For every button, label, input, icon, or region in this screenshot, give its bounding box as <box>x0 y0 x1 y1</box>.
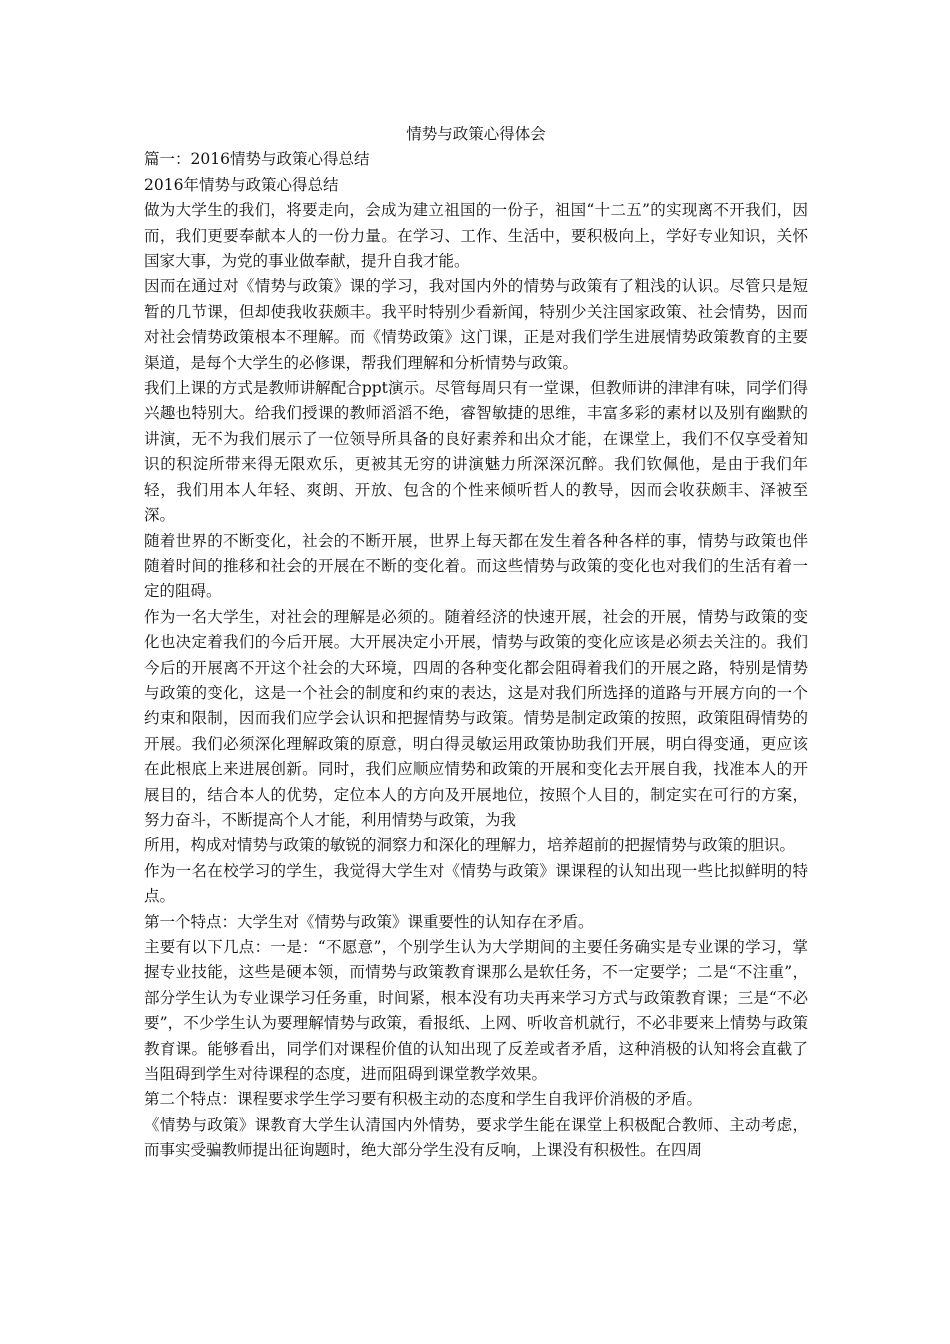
body-paragraph: 做为大学生的我们，将要走向，会成为建立祖国的一份子，祖国“十二五”的实现离不开我们，因而，我们更要奉献本人的一份力量。在学习、工作、生活中，要积极向上，学好专业知识，关怀国家大事，为党的事业做奉献，提升自我才能。 <box>144 201 808 271</box>
subtitle-line: 2016年情势与政策心得总结 <box>144 175 339 194</box>
body-paragraph: 第一个特点：大学生对《情势与政策》课重要性的认知存在矛盾。 <box>144 912 594 931</box>
document-body <box>144 122 808 1164</box>
body-paragraph: 《情势与政策》课教育大学生认清国内外情势，要求学生能在课堂上积极配合教师、主动考虑，而事实受骗教师提出征询题时，绝大部分学生没有反响，上课没有积极性。在四周 <box>144 1115 808 1160</box>
body-paragraph: 因而在通过对《情势与政策》课的学习，我对国内外的情势与政策有了粗浅的认识。尽管只是短暂的几节课，但却使我收获颇丰。我平时特别少看新闻，特别少关注国家政策、社会情势，因而对社会情势政策根本不理解。而《情势政策》这门课，正是对我们学生进展情势政策教育的主要渠道，是每个大学生的必修课，帮我们理解和分析情势与政策。 <box>144 277 808 372</box>
body-paragraph: 第二个特点：课程要求学生学习要有积极主动的态度和学生自我评价消极的矛盾。 <box>144 1090 703 1109</box>
subtitle-line: 篇一：2016情势与政策心得总结 <box>144 150 370 169</box>
body-paragraph: 主要有以下几点：一是：“不愿意”，个别学生认为大学期间的主要任务确实是专业课的学习，掌握专业技能，这些是硬本领，而情势与政策教育课那么是软任务，不一定要学；二是“不注重”，部分学生认为专业课学习任务重，时间紧，根本没有功夫再来学习方式与政策教育课；三是“不必要”，不少学生认为要理解情势与政策，看报纸、上网、听收音机就行，不必非要来上情势与政策教育课。能够看出，同学们对课程价值的认知出现了反差或者矛盾，这种消极的认知将会直截了当阻碍到学生对待课程的态度，进而阻碍到课堂教学效果。 <box>144 938 808 1084</box>
body-paragraph: 我们上课的方式是教师讲解配合ppt演示。尽管每周只有一堂课，但教师讲的津津有味，同学们得兴趣也特别大。给我们授课的教师滔滔不绝，睿智敏捷的思维，丰富多彩的素材以及别有幽默的讲演，无不为我们展示了一位领导所具备的良好素养和出众才能，在课堂上，我们不仅享受着知识的积淀所带来得无限欢乐，更被其无穷的讲演魅力所深深沉醉。我们钦佩他，是由于我们年轻，我们用本人年轻、爽朗、开放、包含的个性来倾听哲人的教导，因而会收获颇丰、泽被至深。 <box>144 379 808 525</box>
body-paragraph: 作为一名大学生，对社会的理解是必须的。随着经济的快速开展，社会的开展，情势与政策的变化也决定着我们的今后开展。大开展决定小开展，情势与政策的变化应该是必须去关注的。我们今后的开展离不开这个社会的大环境，四周的各种变化都会阻碍着我们的开展之路，特别是情势与政策的变化，这是一个社会的制度和约束的表达，这是对我们所选择的道路与开展方向的一个约束和限制，因而我们应学会认识和把握情势与政策。情势是制定政策的按照，政策阻碍情势的开展。我们必须深化理解政策的原意，明白得灵敏运用政策协助我们开展，明白得变通，更应该在此根底上来进展创新。同时，我们应顺应情势和政策的开展和变化去开展自我，找准本人的开展目的，结合本人的优势，定位本人的方向及开展地位，按照个人目的，制定实在可行的方案，努力奋斗，不断提高个人才能，利用情势与政策，为我 <box>144 607 808 829</box>
body-paragraph: 作为一名在校学习的学生，我觉得大学生对《情势与政策》课课程的认知出现一些比拟鲜明的特点。 <box>144 861 808 906</box>
body-paragraph: 随着世界的不断变化，社会的不断开展，世界上每天都在发生着各种各样的事，情势与政策也伴随着时间的推移和社会的开展在不断的变化着。而这些情势与政策的变化也对我们的生活有着一定的阻碍。 <box>144 531 808 601</box>
document-title: 情势与政策心得体会 <box>406 125 546 143</box>
body-paragraph: 所用，构成对情势与政策的敏锐的洞察力和深化的理解力，培养超前的把握情势与政策的胆识。 <box>144 836 796 855</box>
